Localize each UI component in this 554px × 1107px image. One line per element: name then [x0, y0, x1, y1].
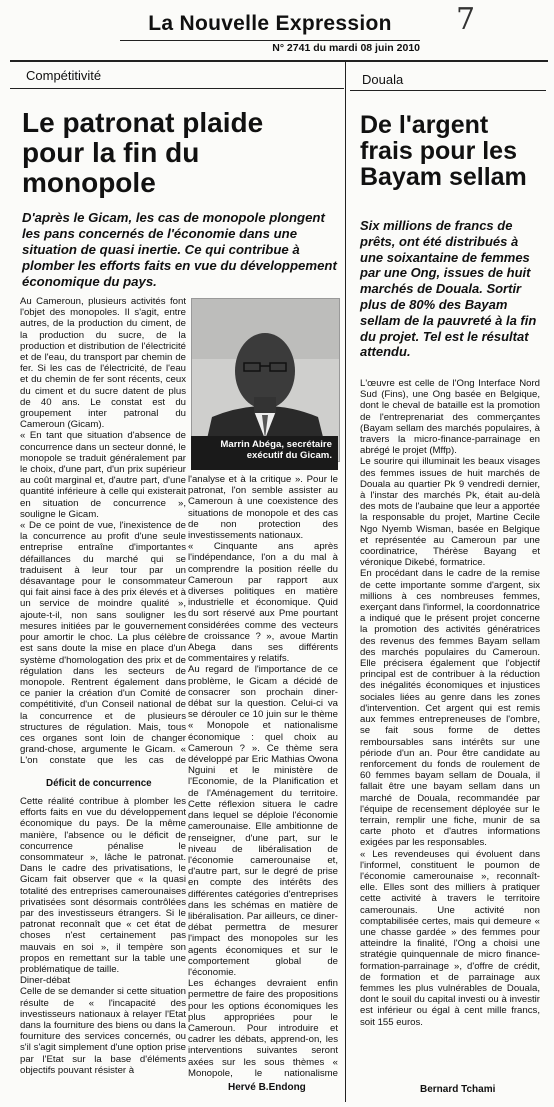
section-rule-left: [10, 88, 344, 89]
page-number: 7: [456, 2, 476, 37]
left-column-2: l'analyse et à la critique ». Pour le patronat, l'on semble assister au Cameroun à une coexistence des situations de monopole et des cas de non protection des investissements nationaux. « Cinquante ans après l'indépendance, l'on a du mal à comprendre la position réelle du Cameroun par rapport aux diverses politiques en matière industrielle et économique. Quid du sort réservé aux Pme pourtant considérées comme des vecteurs de croissance ? », avoue Martin Abega dans ses différents commentaires y relatifs. Au regard de l'importance de ce problème, le Gicam a décidé de consacrer son prochain diner-débat sur la question. Celui-ci va se dérouler ce 10 juin sur le thème « Monopole et nationalisme économique : quel choix au Cameroun ? ». Ce thème sera développé par Eric Mathias Owona Nguini et le ministère de l'Economie, de la Planification et de l'Aménagement du territoire. Cette réflexion situera le cadre dans lequel se déploie l'économie camerounaise. Elle ambitionne de renseigner, d'une part, sur le niveau de libéralisation de l'économie camerounaise et, d'autre part, sur le degré de prise en compte des intérêts des différentes catégories d'entreprises dans les schémas en matière de libéralisation. Par ailleurs, ce diner-débat permettra de mesurer l'impact des monopoles sur les agents économiques et sur le comportement global de l'économie. Les échanges devraient enfin permettre de faire des propositions pour les options économiques les plus appropriées pour le Cameroun. Pour introduire et cadrer les débats, apprend-on, les interventions suivantes seront axées sur les sous thèmes « Monopole, le nationalisme: [188, 474, 338, 1078]
photo-caption: Marrin Abéga, secrétaire exécutif du Gicam.: [191, 436, 338, 470]
right-headline: De l'argent frais pour les Bayam sellam: [360, 111, 527, 191]
right-column: L'œuvre est celle de l'Ong Interface Nord Sud (Fins), une Ong basée en Belgique, dont le cheval de bataille est la promotion de l'entreprenariat des commerçantes (Bayam sellam des marchés populaires, à travers la micro-finance-parrainage en abrégé le projet (Mffp). Le sourire qui illuminait les beaux visages des femmes issues de huit marchés de Douala au quartier Pk 9 vendredi dernier, à l'instar des marchés Pk, était au-delà des mots de l'aubaine que leur a apportée la responsable du projet, Martine Cecile Ngo Nyemb Wisman, basée en Belgique et représentée au Cameroun par une coordinatrice, Thérèse Bayang et véronique Dikebé, formatrice. En procédant dans le cadre de la remise de cette importante somme d'argent, six millions à ces nombreuses femmes, exerçant dans l'informel, la coordonnatrice a indiqué que le présent projet concerne la promotion des activités génératrices des revenus des femmes Bayam sellam des marchés populaires du Cameroun. Elle précisera également que l'objectif principal est de contribuer à la réduction des inégalités économiques et injustices sociales liées au genre dans les zones d'intervention. Cet argent qui est remis aux femmes entrepreneuses de l'ombre, se fait sous forme de dettes remboursables sans intérêts sur une période d'un an. Pour être candidate au renforcement du fonds de roulement de 60 femmes bayam sellam de Douala, il fallait être une bayam sellam dans un marché de Douala, recommandée par l'équipe de recensement déployée sur le terrain, remplir une fiche, munir de sa carte photo et d'autres informations exigées par les responsables. « Les revendeuses qui évoluent dans l'informel, constituent le poumon de l'économie camerounaise », reconnaît-elle. Elles sont des milliers à pratiquer cette activité à travers le territoire camerounais. Une activité non comptabilisée certes, mais qui demeure « une chasse gardée » des femmes pour atteindre la finalité, l'Ong a choisi une stratégie quinquennale de micro finance-formation-parrainage », d'offre de crédit, de formation et de parrainage aux femmes les plus vulnérables de Douala, dont le souil du capital investi ou à investir est inférieur ou égal à cent mille francs, soit 155 euros.: [360, 378, 540, 1028]
top-rule: [10, 60, 548, 62]
left-deck: D'après le Gicam, les cas de monopole plongent les pans concernés de l'économie dans une situation de quasi inertie. Ce qui contribue à plomber les efforts faits en vue du développement économique du pays.: [22, 210, 337, 289]
column-divider: [345, 62, 346, 1102]
section-label-right: Douala: [362, 72, 404, 87]
left-headline: Le patronat plaide pour la fin du monopole: [22, 107, 264, 198]
left-column-1-top: Au Cameroun, plusieurs activités font l'objet des monopoles. Il s'agit, entre autres, de la production du ciment, de la production du sucre, de la production et distribution de l'électricité et de l'eau, du transport par chemin de fer. Si les cas de l'électricité, de l'eau et du chemin de fer sont récents, ceux du ciment et du sucre datent de plus de 40 ans. Le constat est du groupement inter patronal du Cameroun (Gicam). « En tant que situation d'absence de concurrence dans un secteur donné, le monopole se traduit généralement par le choix, d'une part, d'un prix supérieur au coût marginal et, d'autre part, d'une quantité inférieure à celle qui existerait en situation de concurrence », souligne le Gicam. « De ce point de vue, l'inexistence de la concurrence au profit d'une seule entreprise entraîne d'importantes défaillances du marché qui se traduisent à leur tour par un désavantage pour le consommateur qui fait ainsi face à des prix élevés et à un service de moindre qualité », ajoute-t-il, non sans souligner les mesures initiées par le gouvernement pour amortir le choc. La plus célèbre est sans doute la mise en place d'un système d'homologation des prix et de régulation dans les secteurs de monopole. Rentrent également dans ce panier la création d'un Comité de compétitivité, d'un Conseil national de la concurrence et de plusieurs structures de régulation. Mais, tous ces organes sont loin de changer grand-chose, argumente le Gicam. « L'on constate que les cas de: [20, 296, 186, 766]
right-deck: Six millions de francs de prêts, ont été distribués à une soixantaine de femmes par une Ong, issues de huit marchés de Douala. Sortir plus de 80% des Bayam sellam de la pauvreté à la fin du projet. Tel est le résultat attendu.: [360, 218, 537, 360]
left-byline: Hervé B.Endong: [228, 1082, 306, 1093]
masthead-rule: [120, 40, 420, 41]
right-byline: Bernard Tchami: [420, 1084, 496, 1095]
left-column-1-bottom: Cette réalité contribue à plomber les efforts faits en vue du développement économique du pays. De la même manière, l'absence ou le déficit de concurrence pénalise le consommateur », lâche le patronat. Dans le cadre des privatisations, le Gicam fait observer que « la quasi totalité des entreprises camerounaises privatisées sont désormais contrôlées par des investisseurs étrangers. Si le patronat reconnaît que « cet état de choses n'est certainement pas mauvais en soi », il tempère son propos en remettant sur la table une problématique de taille. Diner-débat Celle de se demander si cette situation résulte de « l'incapacité des investisseurs nationaux à relayer l'Etat dans la fourniture des biens ou dans la fourniture des services concernés, ou s'il s'agit simplement d'une option prise par l'Etat sur la base d'éléments objectifs pouvant résister à: [20, 796, 186, 1076]
left-subhead: Déficit de concurrence: [46, 778, 152, 789]
masthead: La Nouvelle Expression: [148, 12, 392, 35]
section-label-left: Compétitivité: [26, 68, 102, 83]
section-rule-right: [350, 90, 546, 91]
issue-line: N° 2741 du mardi 08 juin 2010: [272, 42, 420, 54]
